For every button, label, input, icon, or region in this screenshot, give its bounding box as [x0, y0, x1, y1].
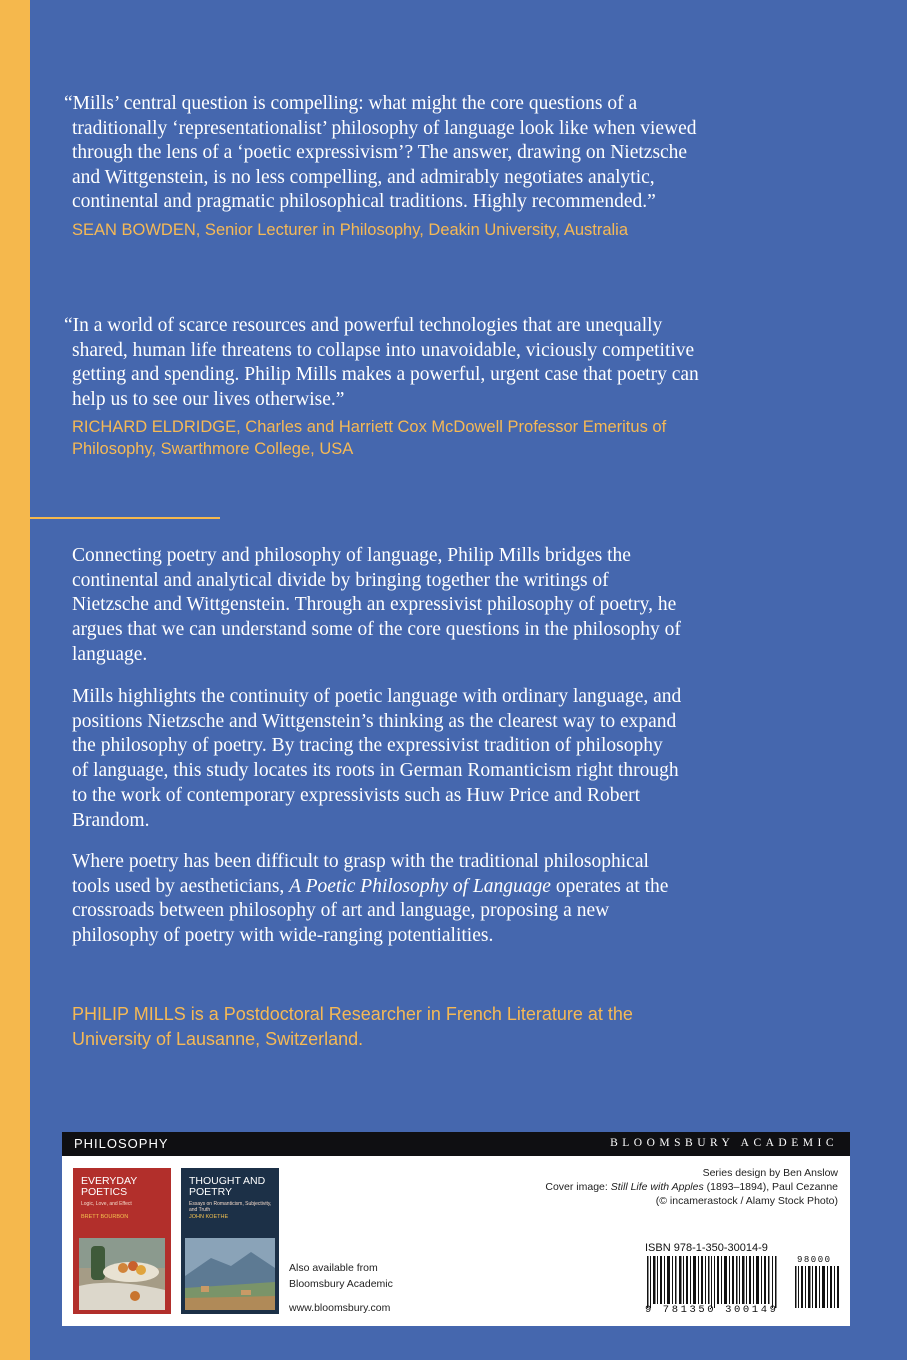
footer-panel: [62, 1156, 850, 1326]
related-book-1-author: BRETT BOURBON: [81, 1214, 129, 1220]
footer-bar: [62, 1132, 850, 1156]
section-divider: [30, 517, 220, 519]
also-available-line-1: Also available from: [289, 1262, 378, 1274]
related-book-2-subtitle: Essays on Romanticism, Subjectivity, and Truth: [189, 1201, 272, 1213]
still-life-painting-image: [73, 1168, 171, 1314]
related-book-2-title: THOUGHT AND POETRY: [189, 1175, 266, 1198]
also-available-note: [289, 1260, 393, 1292]
review-quote-1: [64, 92, 712, 241]
cover-image-credit: [545, 1180, 838, 1194]
cover-image-suffix: (1893–1894), Paul Cezanne: [703, 1181, 838, 1193]
description-paragraph-3-lead: Where poetry has been difficult to grasp with the traditional philosophical tools used by aestheticians,: [72, 851, 649, 897]
cover-image-title: Still Life with Apples: [610, 1181, 704, 1193]
category-label: PHILOSOPHY: [74, 1136, 169, 1151]
description-paragraph-3-rest: operates at the crossroads between philosophy of art and language, proposing a new philosophy of poetry with wide-ranging potentialities.: [72, 875, 669, 947]
mountain-painting-image: [181, 1168, 279, 1314]
publisher-website-link[interactable]: www.bloomsbury.com: [289, 1302, 391, 1314]
related-book-1-subtitle: Logic, Love, and Effect: [81, 1201, 132, 1207]
review-quote-1-attribution: SEAN BOWDEN, Senior Lecturer in Philosophy, Deakin University, Australia: [72, 220, 629, 239]
barcode-addon-digits: 98000: [797, 1255, 832, 1265]
cover-image-copyright: (© incamerastock / Alamy Stock Photo): [655, 1195, 838, 1207]
description-paragraph-3: [72, 850, 682, 949]
description-paragraph-1: Connecting poetry and philosophy of language, Philip Mills bridges the continental and analytical divide by bringing together the writings of Nietzsche and Wittgenstein. Through an expressivist philosophy of poetry, he argues that we can understand some of the core questions in the philosophy of language.: [72, 545, 681, 665]
description-paragraph-2: Mills highlights the continuity of poetic language with ordinary language, and positions Nietzsche and Wittgenstein’s thinking as the clearest way to expand the philosophy of poetry. By tracing the expressivist tradition of philosophy of language, this study locates its roots in German Romanticism right through to the work of contemporary expressivists such as Huw Price and Robert Brandom.: [72, 686, 682, 831]
related-book-2-cover: [181, 1168, 279, 1314]
cover-image-prefix: Cover image:: [545, 1181, 611, 1193]
related-book-1-title: EVERYDAY POETICS: [81, 1175, 138, 1198]
cover-credits: [545, 1166, 838, 1208]
barcode-digits: 9 781350 300149: [645, 1304, 779, 1316]
related-book-2-author: JOHN KOETHE: [189, 1214, 229, 1220]
review-quote-2: [64, 314, 712, 460]
review-quote-2-attribution: RICHARD ELDRIDGE, Charles and Harriett Cox McDowell Professor Emeritus of Philosophy, Swarthmore College, USA: [72, 418, 667, 458]
related-book-1-cover: [73, 1168, 171, 1314]
review-quote-2-text: “In a world of scarce resources and powerful technologies that are unequally shared, human life threatens to collapse into unavoidable, viciously competitive getting and spending. Philip Mills makes a powerful, urgent case that poetry can help us to see our lives otherwise.”: [64, 315, 699, 410]
book-title-italic: A Poetic Philosophy of Language: [289, 875, 551, 897]
series-design-credit: Series design by Ben Anslow: [702, 1167, 838, 1179]
publisher-name: BLOOMSBURY ACADEMIC: [610, 1137, 838, 1149]
isbn-label: ISBN 978-1-350-30014-9: [645, 1242, 768, 1254]
author-bio: PHILIP MILLS is a Postdoctoral Researcher in French Literature at the University of Lausanne, Switzerland.: [72, 1004, 633, 1049]
spine-strip: [0, 0, 30, 1360]
also-available-line-2: Bloomsbury Academic: [289, 1278, 393, 1290]
review-quote-1-text: “Mills’ central question is compelling: what might the core questions of a traditionally ‘representationalist’ philosophy of language look like when viewed through the lens of a ‘poetic expressivism’? The answer, drawing on Nietzsche and Wittgenstein, is no less compelling, and admirably negotiates analytic, continental and pragmatic philosophical traditions. Highly recommended.”: [64, 93, 697, 212]
